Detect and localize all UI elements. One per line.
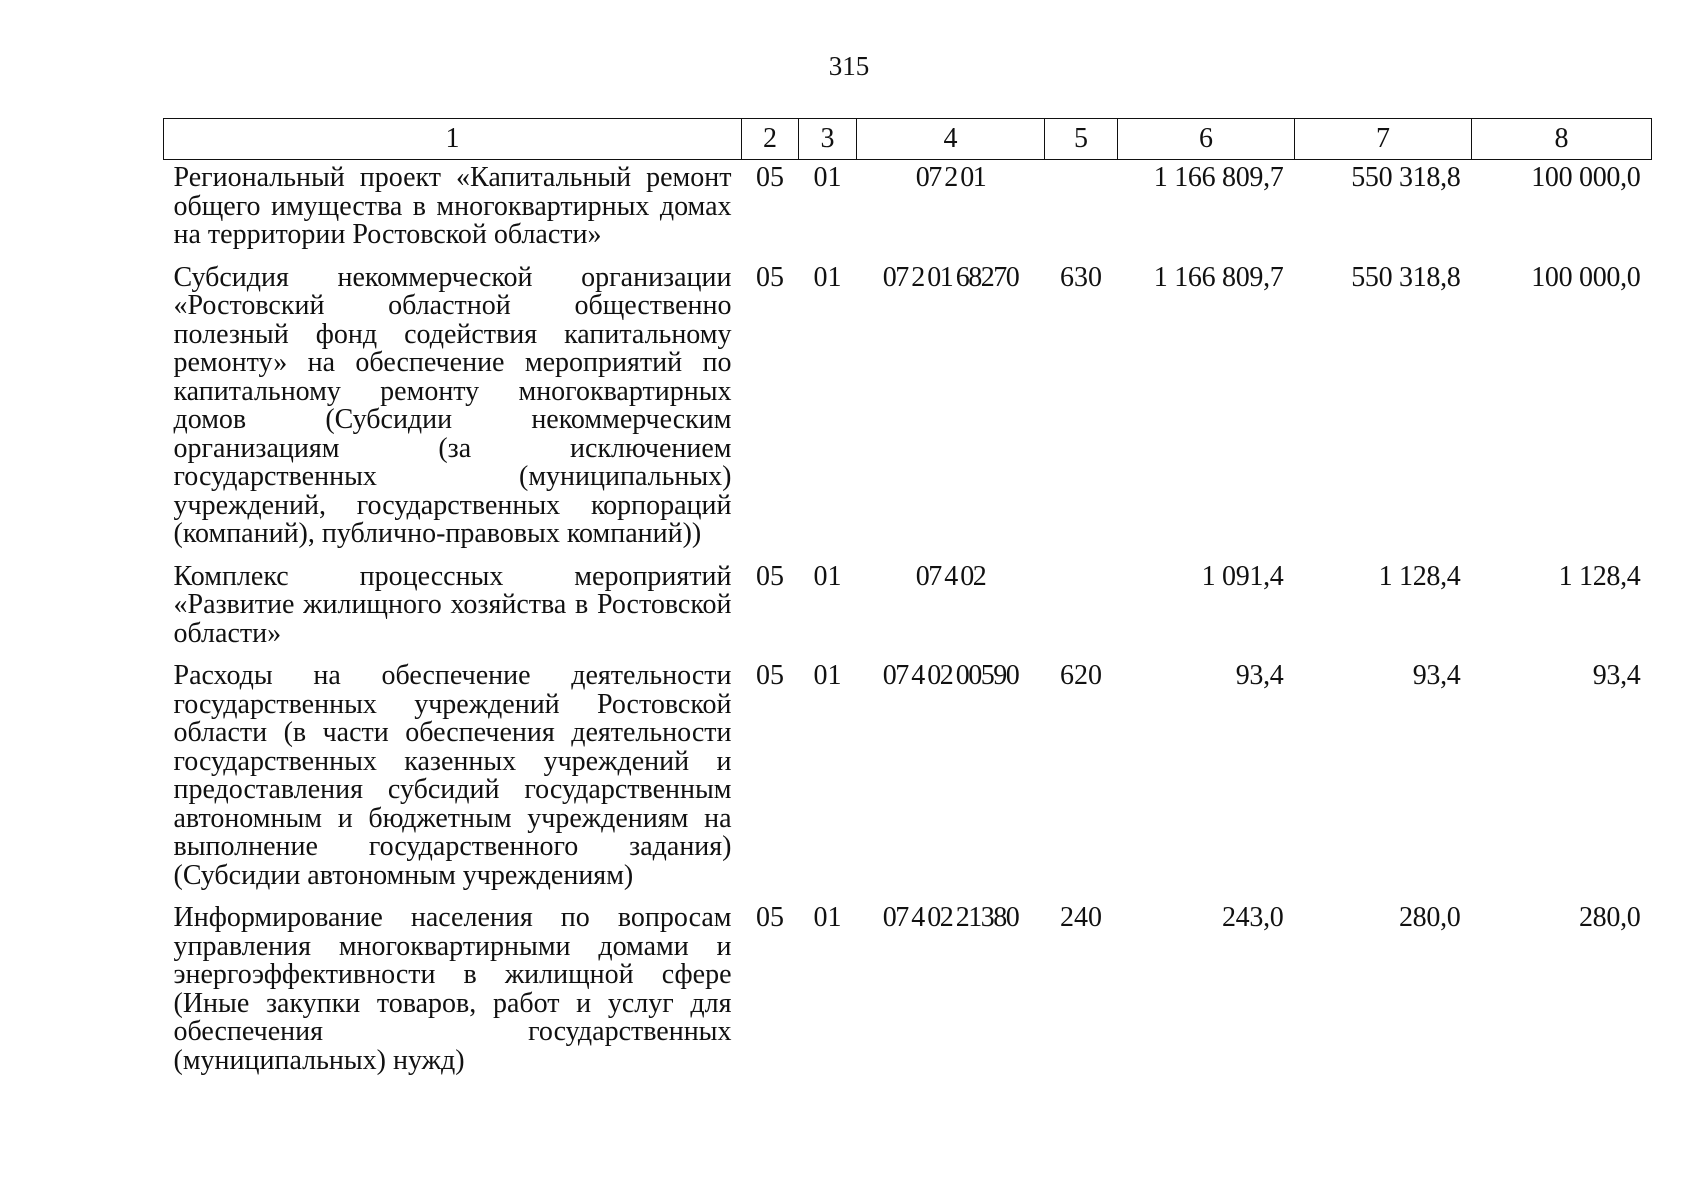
section-code: 05 bbox=[756, 660, 784, 691]
target-article-code: 07 2 01 bbox=[915, 162, 986, 193]
amount-col-7: 1 128,4 bbox=[1378, 560, 1461, 592]
header-col-1: 1 bbox=[164, 119, 742, 160]
table-row bbox=[164, 904, 1652, 1089]
target-article-code: 07 2 01 68270 bbox=[882, 261, 1019, 293]
table-row bbox=[164, 662, 1652, 904]
expense-type-code: 240 bbox=[1060, 902, 1102, 933]
section-code: 05 bbox=[756, 560, 784, 592]
item-name: Расходы на обеспечение деятельности государственных учреждений Ростовской области (в части обеспечения деятельности государственных казенных учреждений и предоставления субсидий государственным автономным и бюджетным учреждениям на выполнение государственного задания) (Субсидии автономным учреждениям) bbox=[173, 660, 732, 891]
table-row bbox=[164, 563, 1652, 663]
subsection-code: 01 bbox=[813, 261, 842, 293]
table-row bbox=[164, 264, 1652, 563]
subsection-code: 01 bbox=[813, 162, 842, 193]
item-name: Субсидия некоммерческой организации «Ростовский областной общественно полезный фонд содействия капитальному ремонту» на обеспечение мероприятий по капитальному ремонту многоквартирных домов (Субсидии некоммерческим организациям (за исключением государственных (муниципальных) учреждений, государственных корпораций (компаний), публично-правовых компаний)) bbox=[173, 261, 732, 549]
amount-col-8: 1 128,4 bbox=[1558, 560, 1641, 592]
expense-type-code: 630 bbox=[1060, 261, 1102, 293]
amount-col-8: 100 000,0 bbox=[1531, 162, 1641, 193]
header-col-8: 8 bbox=[1472, 119, 1652, 160]
section-code: 05 bbox=[756, 902, 784, 933]
header-col-6: 6 bbox=[1118, 119, 1295, 160]
amount-col-6: 1 166 809,7 bbox=[1153, 162, 1284, 193]
amount-col-7: 550 318,8 bbox=[1351, 162, 1461, 193]
amount-col-7: 550 318,8 bbox=[1351, 261, 1461, 293]
header-col-7: 7 bbox=[1295, 119, 1472, 160]
header-col-4: 4 bbox=[857, 119, 1045, 160]
amount-col-6: 243,0 bbox=[1221, 902, 1284, 933]
subsection-code: 01 bbox=[813, 902, 842, 933]
amount-col-6: 93,4 bbox=[1235, 660, 1284, 691]
table-row bbox=[164, 160, 1652, 264]
amount-col-8: 280,0 bbox=[1578, 902, 1641, 933]
target-article-code: 07 4 02 bbox=[915, 560, 986, 592]
item-name: Региональный проект «Капитальный ремонт общего имущества в многоквартирных домах на территории Ростовской области» bbox=[173, 162, 732, 250]
expense-type-code: 620 bbox=[1060, 660, 1102, 691]
section-code: 05 bbox=[756, 162, 784, 193]
amount-col-7: 93,4 bbox=[1412, 660, 1461, 691]
item-name: Комплекс процессных мероприятий «Развитие жилищного хозяйства в Ростовской области» bbox=[173, 560, 732, 649]
budget-table bbox=[163, 118, 1652, 1089]
target-article-code: 07 4 02 00590 bbox=[882, 660, 1019, 691]
section-code: 05 bbox=[756, 261, 784, 293]
amount-col-6: 1 091,4 bbox=[1201, 560, 1284, 592]
header-col-2: 2 bbox=[742, 119, 799, 160]
expense-type-code bbox=[1045, 563, 1118, 663]
amount-col-6: 1 166 809,7 bbox=[1153, 261, 1284, 293]
amount-col-8: 100 000,0 bbox=[1531, 261, 1641, 293]
header-col-5: 5 bbox=[1045, 119, 1118, 160]
item-name: Информирование населения по вопросам управления многоквартирными домами и энергоэффективности в жилищной сфере (Иные закупки товаров, работ и услуг для обеспечения государственных (муниципальных) нужд) bbox=[173, 902, 732, 1076]
subsection-code: 01 bbox=[813, 560, 842, 592]
amount-col-7: 280,0 bbox=[1398, 902, 1461, 933]
table-header-row bbox=[164, 119, 1652, 160]
target-article-code: 07 4 02 21380 bbox=[882, 902, 1019, 933]
amount-col-8: 93,4 bbox=[1592, 660, 1641, 691]
expense-type-code bbox=[1045, 160, 1118, 264]
header-col-3: 3 bbox=[799, 119, 857, 160]
subsection-code: 01 bbox=[813, 660, 842, 691]
page-number: 315 bbox=[828, 51, 870, 81]
